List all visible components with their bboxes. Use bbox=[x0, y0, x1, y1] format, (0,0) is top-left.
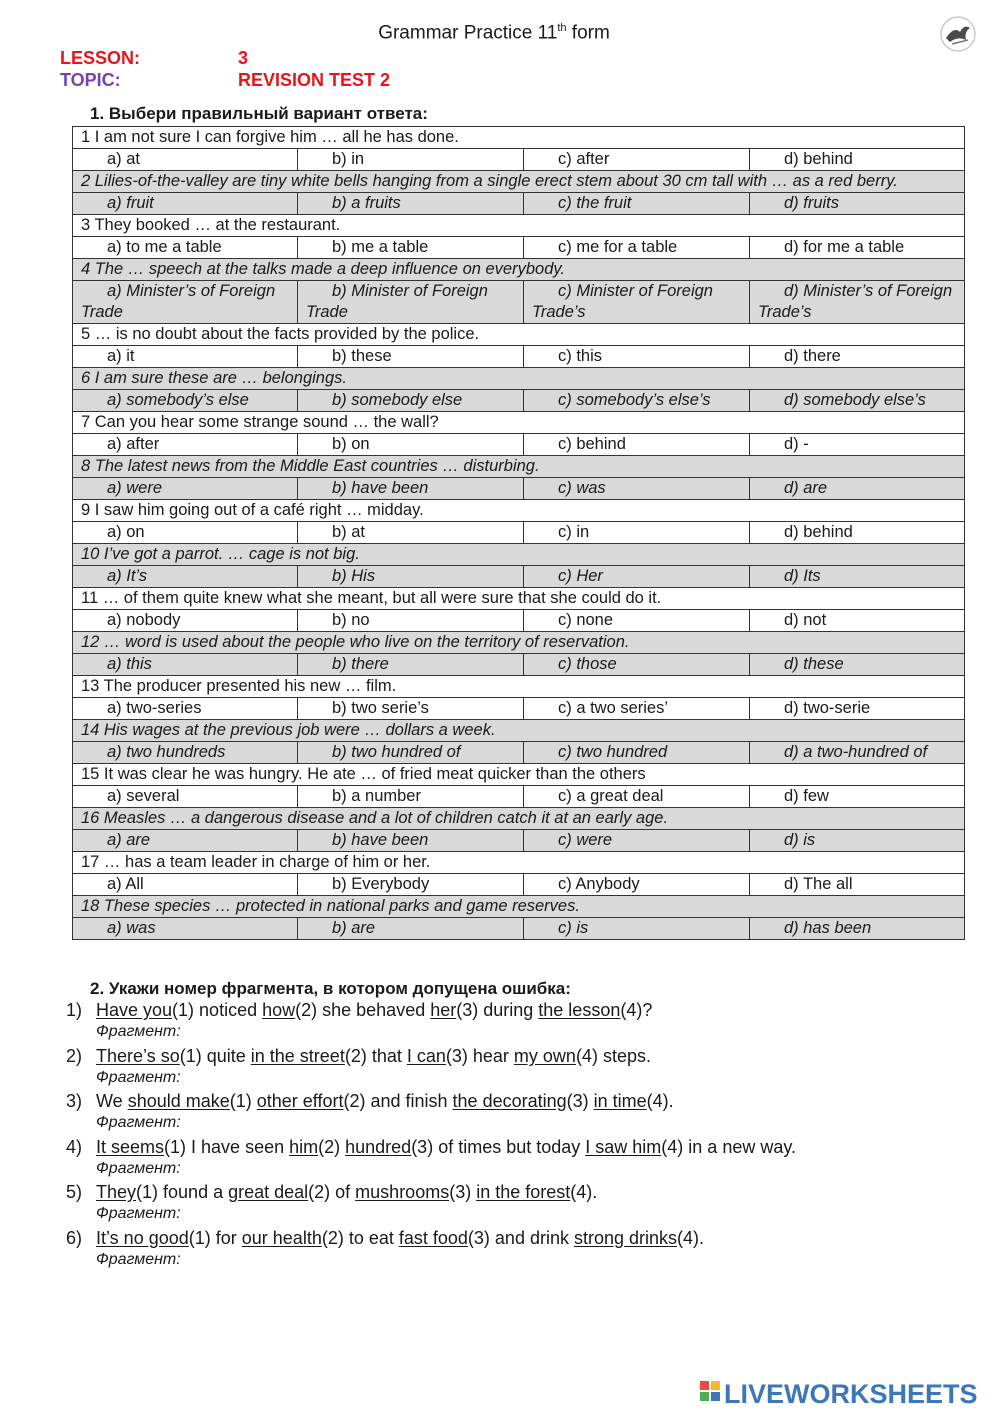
options-row bbox=[73, 237, 965, 259]
sentence-text: (2) to eat bbox=[321, 1227, 399, 1248]
answer-option-a[interactable]: a) somebody’s else bbox=[73, 390, 298, 412]
question-text: 2 Lilies-of-the-valley are tiny white bells hanging from a single erect stem about 30 cm tall with … as a red berry. bbox=[73, 171, 965, 193]
question-row bbox=[73, 852, 965, 874]
answer-option-c[interactable]: c) those bbox=[524, 654, 750, 676]
question-text: 16 Measles … a dangerous disease and a lot of children catch it at an early age. bbox=[73, 808, 965, 830]
answer-option-d[interactable]: d) there bbox=[750, 346, 965, 368]
answer-option-c[interactable]: c) behind bbox=[524, 434, 750, 456]
answer-option-b[interactable]: b) two serie’s bbox=[298, 698, 524, 720]
answer-option-d[interactable]: d) behind bbox=[750, 149, 965, 171]
sentence-text: (2) and finish bbox=[343, 1091, 453, 1111]
question-text: 1 I am not sure I can forgive him … all he has done. bbox=[73, 127, 965, 149]
answer-option-b[interactable]: b) are bbox=[298, 918, 524, 940]
question-row bbox=[73, 259, 965, 281]
answer-option-c[interactable]: c) a two series’ bbox=[524, 698, 750, 720]
question-text: 10 I’ve got a parrot. … cage is not big. bbox=[73, 544, 965, 566]
sentence bbox=[96, 1137, 796, 1158]
answer-option-d[interactable]: d) Its bbox=[750, 566, 965, 588]
answer-option-d[interactable]: d) these bbox=[750, 654, 965, 676]
question-text: 7 Can you hear some strange sound … the wall? bbox=[73, 412, 965, 434]
options-row bbox=[73, 149, 965, 171]
answer-option-c[interactable]: c) was bbox=[524, 478, 750, 500]
options-row bbox=[73, 193, 965, 215]
answer-option-c[interactable]: c) me for a table bbox=[524, 237, 750, 259]
answer-option-a[interactable]: a) on bbox=[73, 522, 298, 544]
sentence-text: (2) that bbox=[344, 1045, 407, 1066]
item-number: 5) bbox=[66, 1182, 83, 1202]
question-row bbox=[73, 632, 965, 654]
answer-option-a[interactable]: a) after bbox=[73, 434, 298, 456]
underlined-fragment[interactable]: her bbox=[430, 1000, 457, 1020]
answer-option-b[interactable]: b) have been bbox=[298, 478, 524, 500]
fragment-answer-label: Фрагмент: bbox=[96, 1023, 181, 1040]
underlined-fragment[interactable]: in time bbox=[593, 1091, 647, 1111]
answer-option-a[interactable]: a) were bbox=[73, 478, 298, 500]
answer-option-d[interactable]: d) are bbox=[750, 478, 965, 500]
answer-option-b[interactable]: b) in bbox=[298, 149, 524, 171]
underlined-fragment[interactable]: There’s so bbox=[96, 1045, 180, 1066]
answer-option-d[interactable]: d) behind bbox=[750, 522, 965, 544]
answer-option-c[interactable]: c) a great deal bbox=[524, 786, 750, 808]
brand-text: LIVEWORKSHEETS bbox=[724, 1379, 978, 1408]
answer-option-c[interactable]: c) were bbox=[524, 830, 750, 852]
question-row bbox=[73, 324, 965, 346]
item-number: 4) bbox=[66, 1136, 83, 1157]
answer-option-b[interactable]: b) two hundred of bbox=[298, 742, 524, 764]
question-text: 15 It was clear he was hungry. He ate … of fried meat quicker than the others bbox=[73, 764, 965, 786]
answer-option-a[interactable]: a) this bbox=[73, 654, 298, 676]
options-row bbox=[73, 390, 965, 412]
fragment-answer-label: Фрагмент: bbox=[96, 1068, 181, 1086]
answer-option-a[interactable]: a) It’s bbox=[73, 566, 298, 588]
sentence-text: (1) bbox=[229, 1091, 257, 1111]
question-row bbox=[73, 456, 965, 478]
sentence-text: (3) bbox=[449, 1182, 477, 1202]
answer-option-d[interactable]: d) not bbox=[750, 610, 965, 632]
question-row bbox=[73, 808, 965, 830]
answer-option-b[interactable]: b) somebody else bbox=[298, 390, 524, 412]
sentence-text: (1) found a bbox=[136, 1182, 229, 1202]
options-row bbox=[73, 281, 965, 324]
answer-option-c[interactable]: c) Her bbox=[524, 566, 750, 588]
answer-option-c[interactable]: c) is bbox=[524, 918, 750, 940]
options-row bbox=[73, 654, 965, 676]
fragment-answer-label: Фрагмент: bbox=[96, 1250, 181, 1268]
question-text: 5 … is no doubt about the facts provided by the police. bbox=[73, 324, 965, 346]
underlined-fragment[interactable]: great deal bbox=[228, 1182, 309, 1202]
question-text: 3 They booked … at the restaurant. bbox=[73, 215, 965, 237]
answer-option-d[interactable]: d) somebody else’s bbox=[750, 390, 965, 412]
question-text: 12 … word is used about the people who live on the territory of reservation. bbox=[73, 632, 965, 654]
sentence-text: (4). bbox=[646, 1091, 674, 1111]
underlined-fragment[interactable]: in the street bbox=[250, 1045, 345, 1066]
underlined-fragment[interactable]: mushrooms bbox=[355, 1182, 450, 1202]
underlined-fragment[interactable]: hundred bbox=[345, 1136, 412, 1157]
answer-option-b[interactable]: b) me a table bbox=[298, 237, 524, 259]
question-row bbox=[73, 368, 965, 390]
sentence bbox=[96, 1182, 597, 1203]
item-number: 6) bbox=[66, 1227, 83, 1248]
answer-option-a[interactable]: a) two hundreds bbox=[73, 742, 298, 764]
underlined-fragment[interactable]: my own bbox=[513, 1045, 576, 1066]
options-row bbox=[73, 566, 965, 588]
options-row bbox=[73, 742, 965, 764]
question-row bbox=[73, 544, 965, 566]
answer-option-d[interactable]: d) Minister’s of Foreign Trade’s bbox=[750, 281, 965, 324]
answer-option-a[interactable]: a) are bbox=[73, 830, 298, 852]
underlined-fragment[interactable]: fast food bbox=[398, 1227, 468, 1248]
question-row bbox=[73, 676, 965, 698]
question-row bbox=[73, 215, 965, 237]
underlined-fragment[interactable]: how bbox=[262, 1000, 296, 1020]
sentence-text: (4)? bbox=[620, 1000, 653, 1020]
fragment-answer-label: Фрагмент: bbox=[96, 1205, 181, 1222]
underlined-fragment[interactable]: I saw him bbox=[585, 1136, 662, 1157]
answer-option-d[interactable]: d) for me a table bbox=[750, 237, 965, 259]
underlined-fragment[interactable]: It’s no good bbox=[96, 1227, 189, 1248]
sentence-text: (3) of times but today bbox=[411, 1136, 586, 1157]
options-row bbox=[73, 478, 965, 500]
answer-option-d[interactable]: d) The all bbox=[750, 874, 965, 896]
multiple-choice-table bbox=[72, 126, 965, 940]
sentence-text: (4) in a new way. bbox=[661, 1136, 797, 1157]
answer-option-c[interactable]: c) two hundred bbox=[524, 742, 750, 764]
answer-option-d[interactable]: d) - bbox=[750, 434, 965, 456]
underlined-fragment[interactable]: in the forest bbox=[476, 1182, 571, 1202]
question-row bbox=[73, 500, 965, 522]
answer-option-b[interactable]: b) on bbox=[298, 434, 524, 456]
answer-option-d[interactable]: d) a two-hundred of bbox=[750, 742, 965, 764]
answer-option-a[interactable]: a) it bbox=[73, 346, 298, 368]
item-number: 3) bbox=[66, 1091, 83, 1111]
underlined-fragment[interactable]: the lesson bbox=[538, 1000, 621, 1020]
sentence-text: (1) quite bbox=[179, 1045, 251, 1066]
answer-option-a[interactable]: a) two-series bbox=[73, 698, 298, 720]
sentence-text: (1) noticed bbox=[172, 1000, 263, 1020]
options-row bbox=[73, 522, 965, 544]
options-row bbox=[73, 830, 965, 852]
question-text: 18 These species … protected in national parks and game reserves. bbox=[73, 896, 965, 918]
sentence-text: (3) hear bbox=[445, 1045, 514, 1066]
question-text: 9 I saw him going out of a café right … midday. bbox=[73, 500, 965, 522]
bird-logo-icon bbox=[938, 14, 978, 54]
sentence-text: (4). bbox=[570, 1182, 598, 1202]
question-row bbox=[73, 171, 965, 193]
question-text: 8 The latest news from the Middle East countries … disturbing. bbox=[73, 456, 965, 478]
answer-option-c[interactable]: c) Anybody bbox=[524, 874, 750, 896]
sentence-text: (3) and drink bbox=[467, 1227, 574, 1248]
question-text: 6 I am sure these are … belongings. bbox=[73, 368, 965, 390]
answer-option-a[interactable]: a) at bbox=[73, 149, 298, 171]
answer-option-b[interactable]: b) no bbox=[298, 610, 524, 632]
sentence-text: We bbox=[96, 1091, 128, 1111]
options-row bbox=[73, 698, 965, 720]
answer-option-b[interactable]: b) a number bbox=[298, 786, 524, 808]
question-text: 4 The … speech at the talks made a deep influence on everybody. bbox=[73, 259, 965, 281]
answer-option-d[interactable]: d) is bbox=[750, 830, 965, 852]
answer-option-b[interactable]: b) there bbox=[298, 654, 524, 676]
answer-option-c[interactable]: c) none bbox=[524, 610, 750, 632]
question-text: 13 The producer presented his new … film. bbox=[73, 676, 965, 698]
answer-option-d[interactable]: d) two-serie bbox=[750, 698, 965, 720]
answer-option-c[interactable]: c) Minister of Foreign Trade’s bbox=[524, 281, 750, 324]
sentence-text: (2) she behaved bbox=[295, 1000, 431, 1020]
underlined-fragment[interactable]: I can bbox=[406, 1045, 446, 1066]
question-row bbox=[73, 720, 965, 742]
fragment-answer-label: Фрагмент: bbox=[96, 1114, 181, 1131]
answer-option-a[interactable]: a) All bbox=[73, 874, 298, 896]
underlined-fragment[interactable]: other effort bbox=[256, 1091, 344, 1111]
answer-option-c[interactable]: c) somebody’s else’s bbox=[524, 390, 750, 412]
answer-option-b[interactable]: b) Minister of Foreign Trade bbox=[298, 281, 524, 324]
answer-option-d[interactable]: d) has been bbox=[750, 918, 965, 940]
answer-option-b[interactable]: b) have been bbox=[298, 830, 524, 852]
answer-option-c[interactable]: c) in bbox=[524, 522, 750, 544]
answer-option-d[interactable]: d) fruits bbox=[750, 193, 965, 215]
underlined-fragment[interactable]: him bbox=[289, 1136, 319, 1157]
topic-value: REVISION TEST 2 bbox=[238, 70, 391, 90]
worksheet-title: Grammar Practice 11th form bbox=[378, 22, 610, 44]
answer-option-a[interactable]: a) nobody bbox=[73, 610, 298, 632]
topic-line: TOPIC: REVISION TEST 2 bbox=[60, 70, 391, 90]
question-text: 14 His wages at the previous job were … dollars a week. bbox=[73, 720, 965, 742]
sentence bbox=[96, 1000, 652, 1021]
lesson-number: 3 bbox=[238, 48, 249, 68]
sentence-text: (3) bbox=[566, 1091, 594, 1111]
question-text: 17 … has a team leader in charge of him or her. bbox=[73, 852, 965, 874]
liveworksheets-logo bbox=[700, 1378, 992, 1408]
question-row bbox=[73, 127, 965, 149]
question-row bbox=[73, 764, 965, 786]
sentence-text: (2) bbox=[318, 1136, 346, 1157]
answer-option-b[interactable]: b) a fruits bbox=[298, 193, 524, 215]
sentence-text: (1) I have seen bbox=[164, 1136, 290, 1157]
answer-option-c[interactable]: c) this bbox=[524, 346, 750, 368]
options-row bbox=[73, 786, 965, 808]
sentence-text: (4) steps. bbox=[575, 1045, 651, 1066]
underlined-fragment[interactable]: the decorating bbox=[452, 1091, 567, 1111]
sentence bbox=[96, 1091, 674, 1112]
answer-option-d[interactable]: d) few bbox=[750, 786, 965, 808]
answer-option-b[interactable]: b) these bbox=[298, 346, 524, 368]
answer-option-b[interactable]: b) at bbox=[298, 522, 524, 544]
section-1-title: 1. Выбери правильный вариант ответа: bbox=[90, 104, 428, 123]
item-number: 2) bbox=[66, 1045, 83, 1066]
sentence bbox=[96, 1228, 704, 1249]
fragment-answer-label: Фрагмент: bbox=[96, 1159, 181, 1177]
sentence bbox=[96, 1046, 651, 1067]
answer-option-c[interactable]: c) the fruit bbox=[524, 193, 750, 215]
sentence-text: (4). bbox=[677, 1227, 705, 1248]
underlined-fragment[interactable]: strong drinks bbox=[573, 1227, 678, 1248]
answer-option-b[interactable]: b) Everybody bbox=[298, 874, 524, 896]
question-row bbox=[73, 896, 965, 918]
underlined-fragment[interactable]: Have you bbox=[96, 1000, 173, 1020]
sentence-text: (2) of bbox=[308, 1182, 356, 1202]
options-row bbox=[73, 346, 965, 368]
question-text: 11 … of them quite knew what she meant, but all were sure that she could do it. bbox=[73, 588, 965, 610]
options-row bbox=[73, 610, 965, 632]
question-row bbox=[73, 412, 965, 434]
answer-option-a[interactable]: a) fruit bbox=[73, 193, 298, 215]
answer-option-a[interactable]: a) several bbox=[73, 786, 298, 808]
underlined-fragment[interactable]: It seems bbox=[96, 1136, 165, 1157]
answer-option-a[interactable]: a) to me a table bbox=[73, 237, 298, 259]
answer-option-a[interactable]: a) Minister’s of Foreign Trade bbox=[73, 281, 298, 324]
question-row bbox=[73, 588, 965, 610]
options-row bbox=[73, 918, 965, 940]
answer-option-a[interactable]: a) was bbox=[73, 918, 298, 940]
options-row bbox=[73, 874, 965, 896]
underlined-fragment[interactable]: They bbox=[96, 1182, 137, 1202]
answer-option-c[interactable]: c) after bbox=[524, 149, 750, 171]
options-row bbox=[73, 434, 965, 456]
answer-option-b[interactable]: b) His bbox=[298, 566, 524, 588]
sentence-text: (3) during bbox=[456, 1000, 539, 1020]
underlined-fragment[interactable]: should make bbox=[127, 1091, 230, 1111]
section-2-title: 2. Укажи номер фрагмента, в котором допущена ошибка: bbox=[90, 979, 571, 998]
lesson-line: LESSON: 3 bbox=[60, 48, 249, 68]
item-number: 1) bbox=[66, 1000, 83, 1020]
underlined-fragment[interactable]: our health bbox=[241, 1227, 322, 1248]
sentence-text: (1) for bbox=[188, 1227, 242, 1248]
